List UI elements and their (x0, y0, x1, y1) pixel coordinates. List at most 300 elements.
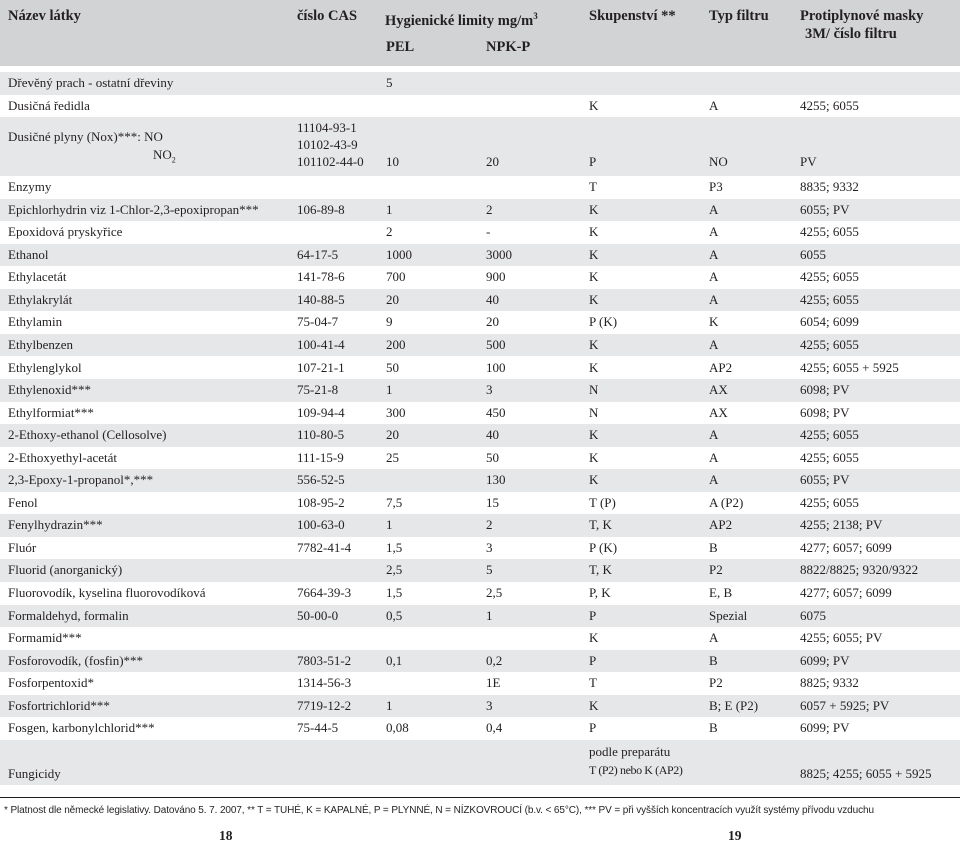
cell-npkp (486, 246, 512, 264)
cell-line: 7719-12-2 (297, 697, 352, 713)
cell-line: 6075 (800, 607, 826, 623)
header-npkp: NPK-P (486, 39, 531, 55)
cell-state (589, 607, 596, 625)
footnote-rule (0, 797, 960, 798)
table-row (0, 582, 960, 605)
table-row (0, 695, 960, 718)
cell-line: B (709, 652, 718, 668)
cell-cas (297, 336, 345, 354)
cell-line: 106-89-8 (297, 201, 345, 217)
cell-line: 75-21-8 (297, 382, 339, 398)
cell-masks (800, 607, 826, 625)
cell-filter (709, 153, 728, 171)
cell-pel (386, 719, 409, 737)
cell-line: 75-44-5 (297, 720, 339, 736)
cell-npkp (486, 561, 493, 579)
cell-pel (386, 201, 393, 219)
cell-npkp (486, 539, 493, 557)
cell-line: 4255; 6055; PV (800, 630, 883, 646)
table-row (0, 72, 960, 95)
cell-line: 3 (486, 697, 493, 713)
cell-line: A (709, 291, 719, 307)
cell-line: 4255; 6055 (800, 336, 859, 352)
cell-state (589, 494, 616, 512)
cell-filter (709, 516, 732, 534)
cell-line: 100-63-0 (297, 517, 345, 533)
cell-npkp (486, 336, 506, 354)
cell-line: 1 (386, 201, 393, 217)
cell-name (8, 719, 155, 737)
cell-line: 2 (486, 201, 493, 217)
cell-line: 6054; 6099 (800, 314, 859, 330)
cell-name (8, 697, 110, 715)
cell-npkp (486, 223, 490, 241)
cell-name (8, 765, 61, 783)
cell-cas (297, 359, 345, 377)
cell-line: 5 (486, 562, 493, 578)
cell-line: T (P) (589, 494, 616, 510)
cell-filter (709, 697, 758, 715)
cell-filter (709, 584, 732, 602)
cell-filter (709, 97, 718, 115)
cell-line: A (709, 336, 719, 352)
cell-line: 0,1 (386, 652, 403, 668)
cell-line: 110-80-5 (297, 427, 345, 443)
table-row (0, 424, 960, 447)
cell-pel (386, 153, 399, 171)
cell-filter (709, 426, 718, 444)
cell-filter (709, 268, 718, 286)
cell-line: 15 (486, 494, 499, 510)
cell-state (589, 359, 598, 377)
cell-line: 6055 (800, 246, 826, 262)
cell-line: Fosforpentoxid* (8, 675, 94, 691)
cell-line: 50-00-0 (297, 607, 339, 623)
cell-line: AP2 (709, 517, 733, 533)
cell-filter (709, 223, 718, 241)
cell-line: 300 (386, 404, 406, 420)
cell-line: 64-17-5 (297, 246, 339, 262)
cell-masks (800, 584, 892, 602)
cell-filter (709, 471, 718, 489)
cell-line: 1,5 (386, 585, 403, 600)
cell-npkp (486, 291, 499, 309)
cell-masks (800, 268, 859, 286)
cell-line: Dusičné plyny (Nox)***: NO (8, 129, 163, 145)
cell-line: T, K (589, 517, 612, 533)
cell-line: Enzymy (8, 179, 52, 195)
cell-line: 7782-41-4 (297, 539, 352, 555)
cell-masks (800, 516, 882, 534)
table-row (0, 266, 960, 289)
cell-line: 4255; 6055 (800, 97, 859, 113)
cell-name (8, 178, 51, 196)
cell-line: K (589, 359, 599, 375)
cell-line: 7,5 (386, 494, 403, 510)
cell-filter (709, 201, 718, 219)
cell-line: 10102-43-9 (297, 137, 358, 153)
cell-line: T (P2) nebo K (AP2) (589, 762, 683, 777)
cell-line: 40 (486, 291, 499, 307)
cell-line: P (589, 652, 597, 668)
cell-cas (297, 584, 351, 602)
cell-line: K (589, 336, 599, 352)
cell-line: 8822/8825; 9320/9322 (800, 562, 919, 578)
cell-line: Epichlorhydrin viz 1-Chlor-2,3-epoxipropan*** (8, 201, 259, 217)
cell-line: B (709, 539, 718, 555)
cell-line: Formaldehyd, formalin (8, 607, 129, 623)
cell-name (8, 359, 82, 377)
cell-line: K (589, 427, 599, 443)
page-number-left: 18 (219, 828, 233, 843)
cell-pel (386, 652, 402, 670)
cell-line: 900 (486, 269, 506, 285)
cell-line: K (589, 697, 599, 713)
cell-npkp (486, 449, 499, 467)
cell-line: 6057 + 5925; PV (800, 697, 890, 713)
cell-line: 4255; 2138; PV (800, 517, 883, 533)
cell-line: E, B (709, 585, 733, 600)
cell-pel (386, 426, 399, 444)
cell-line: 2,5 (486, 585, 503, 600)
cell-name (8, 539, 36, 557)
cell-line: P3 (709, 179, 723, 195)
cell-state (589, 471, 598, 489)
cell-line: 101102-44-0 (297, 154, 364, 170)
cell-cas (297, 471, 345, 489)
cell-line: 1,5 (386, 539, 403, 555)
cell-line: 6098; PV (800, 404, 850, 420)
cell-cas (297, 381, 338, 399)
cell-line: 109-94-4 (297, 404, 345, 420)
cell-line: 6099; PV (800, 652, 850, 668)
cell-state (589, 584, 611, 602)
cell-line: Spezial (709, 607, 748, 623)
cell-masks (800, 561, 918, 579)
table-row (0, 357, 960, 380)
cell-line: 4255; 6055 (800, 494, 859, 510)
table-row (0, 176, 960, 199)
cell-state (589, 743, 683, 779)
cell-npkp (486, 313, 499, 331)
cell-line: Ethylenoxid*** (8, 382, 92, 398)
cell-line: 450 (486, 404, 506, 420)
cell-name (8, 561, 122, 579)
cell-line: Fosgen, karbonylchlorid*** (8, 720, 155, 736)
cell-line: 700 (386, 269, 406, 285)
cell-line: Dřevěný prach - ostatní dřeviny (8, 75, 174, 90)
cell-masks (800, 246, 826, 264)
cell-line: Epoxidová pryskyřice (8, 224, 123, 240)
cell-npkp (486, 584, 502, 602)
cell-pel (386, 336, 406, 354)
cell-line: P (589, 154, 597, 170)
cell-filter (709, 246, 718, 264)
cell-line: 6055; PV (800, 472, 850, 488)
cell-pel (386, 313, 393, 331)
cell-line: 6055; PV (800, 201, 850, 217)
cell-masks (800, 719, 849, 737)
cell-state (589, 719, 596, 737)
cell-cas (297, 268, 345, 286)
cell-npkp (486, 201, 493, 219)
cell-line: 50 (386, 359, 399, 375)
cell-masks (800, 291, 859, 309)
cell-name (8, 652, 143, 670)
cell-npkp (486, 426, 499, 444)
table-row (0, 537, 960, 560)
cell-line-with-subscript (8, 146, 176, 170)
header-cas: číslo CAS (297, 8, 358, 24)
cell-state (589, 697, 598, 715)
cell-state (589, 674, 597, 692)
table-row (0, 672, 960, 695)
cell-npkp (486, 607, 493, 625)
cell-line: N (589, 382, 599, 398)
cell-state (589, 561, 612, 579)
cell-line: 4255; 6055 (800, 291, 859, 307)
header-limits: Hygienické limity $mg/m^3$ (385, 11, 538, 29)
cell-masks (800, 359, 899, 377)
cell-line: 1 (386, 697, 393, 713)
footnote: * Platnost dle německé legislativy. Datováno 5. 7. 2007, ** T = TUHÉ, K = KAPALNÉ, P = PLYNNÉ, N = NÍZKOVROUCÍ (b.v. < 65°C), *** PV = při vyšších koncentracích využít systémy přívodu vzduchu (4, 805, 874, 816)
cell-line: K (589, 449, 599, 465)
cell-line: 1314-56-3 (297, 675, 352, 691)
cell-line: 0,5 (386, 607, 403, 623)
cell-state (589, 268, 598, 286)
table-header (0, 0, 960, 66)
cell-line: 2-Ethoxyethyl-acetát (8, 449, 118, 465)
cell-line: 7803-51-2 (297, 652, 352, 668)
cell-state (589, 516, 612, 534)
header-state: Skupenství ** (589, 8, 676, 24)
cell-line: 4255; 6055 (800, 269, 859, 285)
cell-state (589, 381, 598, 399)
cell-name (8, 516, 103, 534)
cell-state (589, 246, 598, 264)
cell-masks (800, 471, 849, 489)
cell-line: 20 (386, 427, 399, 443)
cell-filter (709, 313, 718, 331)
cell-line: P (589, 607, 597, 623)
cell-line: Ethylenglykol (8, 359, 82, 375)
cell-line: N (589, 404, 599, 420)
cell-line: podle preparátu (589, 743, 671, 759)
cell-line: 8835; 9332 (800, 179, 859, 195)
cell-masks (800, 765, 932, 783)
cell-line: P (K) (589, 539, 618, 555)
cell-state (589, 313, 617, 331)
cell-npkp (486, 652, 502, 670)
cell-line: Formamid*** (8, 630, 82, 646)
cell-line: 2 (486, 517, 493, 533)
header-masks-line2: 3M/ číslo filtru (805, 26, 897, 42)
cell-line: Fluór (8, 539, 37, 555)
cell-line: P (K) (589, 314, 618, 330)
cell-pel (386, 494, 402, 512)
cell-filter (709, 449, 718, 467)
cell-name (8, 404, 94, 422)
cell-npkp (486, 494, 499, 512)
cell-pel (386, 74, 393, 92)
cell-line: NO (709, 154, 728, 170)
cell-line: A (709, 224, 719, 240)
cell-name (8, 74, 173, 92)
cell-line: Fungicidy (8, 765, 61, 781)
cell-line: K (589, 224, 599, 240)
page-number-right: 19 (728, 828, 742, 843)
cell-name (8, 291, 72, 309)
cell-npkp (486, 381, 493, 399)
cell-line: 2 (386, 224, 393, 240)
cell-cas (297, 246, 338, 264)
header-filter: Typ filtru (709, 8, 769, 24)
cell-pel (386, 561, 402, 579)
cell-line: 0,2 (486, 652, 503, 668)
cell-line: K (709, 314, 719, 330)
cell-name (8, 223, 122, 241)
cell-line: 4255; 6055 (800, 427, 859, 443)
cell-pel (386, 359, 399, 377)
cell-line: - (486, 224, 491, 240)
cell-state (589, 426, 598, 444)
cell-filter (709, 652, 718, 670)
cell-pel (386, 381, 393, 399)
cell-line: 40 (486, 427, 499, 443)
table-row (0, 244, 960, 267)
cell-state (589, 629, 598, 647)
cell-line: 6098; PV (800, 382, 850, 398)
cell-line: 20 (486, 314, 499, 330)
cell-line: PV (800, 154, 817, 170)
cell-name (8, 201, 259, 219)
table-row (0, 379, 960, 402)
cell-line: A (709, 449, 719, 465)
cell-masks (800, 97, 859, 115)
cell-npkp (486, 268, 506, 286)
header-masks-line1: Protiplynové masky (800, 8, 924, 24)
cell-line: 1 (386, 517, 393, 533)
cell-line: 556-52-5 (297, 472, 345, 488)
cell-name (8, 494, 38, 512)
cell-masks (800, 539, 892, 557)
cell-line: 108-95-2 (297, 494, 345, 510)
cell-filter (709, 336, 718, 354)
cell-line: 0,08 (386, 720, 409, 736)
cell-npkp (486, 359, 506, 377)
cell-filter (709, 674, 723, 692)
cell-line: B (709, 720, 718, 736)
cell-masks (800, 449, 859, 467)
cell-pel (386, 404, 406, 422)
cell-pel (386, 268, 406, 286)
table-row (0, 627, 960, 650)
cell-filter (709, 359, 732, 377)
cell-name (8, 381, 91, 399)
table-row (0, 221, 960, 244)
cell-line: K (589, 269, 599, 285)
cell-pel (386, 697, 393, 715)
table-row (0, 199, 960, 222)
cell-line: 0,4 (486, 720, 503, 736)
cell-name (8, 629, 82, 647)
cell-line: A (709, 246, 719, 262)
table-row (0, 447, 960, 470)
cell-cas (297, 119, 364, 170)
cell-line: A (709, 269, 719, 285)
cell-line: Fenylhydrazin*** (8, 517, 103, 533)
cell-masks (800, 426, 859, 444)
cell-line: NO (153, 147, 172, 163)
cell-pel (386, 449, 399, 467)
cell-line: P2 (709, 562, 723, 578)
cell-line: T (589, 675, 597, 691)
cell-npkp (486, 697, 493, 715)
cell-state (589, 223, 598, 241)
cell-line: 141-78-6 (297, 269, 345, 285)
cell-line: K (589, 291, 599, 307)
cell-line: A (709, 201, 719, 217)
cell-line: AP2 (709, 359, 733, 375)
table-row (0, 559, 960, 582)
cell-name (8, 426, 167, 444)
cell-filter (709, 539, 718, 557)
cell-pel (386, 584, 402, 602)
cell-line: 1 (386, 382, 393, 398)
cell-name (8, 471, 153, 489)
cell-cas (297, 697, 351, 715)
cell-npkp (486, 719, 502, 737)
cell-line: Ethylacetát (8, 269, 67, 285)
table-row (0, 492, 960, 515)
table-row (0, 334, 960, 357)
cell-line: 25 (386, 449, 399, 465)
cell-line: P (589, 720, 597, 736)
cell-line: Fluorovodík, kyselina fluorovodíková (8, 585, 206, 600)
cell-name (8, 336, 73, 354)
cell-name (8, 674, 94, 692)
cell-filter (709, 629, 718, 647)
cell-state (589, 539, 617, 557)
cell-line: 500 (486, 336, 506, 352)
cell-line: P2 (709, 675, 723, 691)
cell-line: 75-04-7 (297, 314, 339, 330)
cell-state (589, 291, 598, 309)
cell-line: 2-Ethoxy-ethanol (Cellosolve) (8, 427, 167, 443)
cell-filter (709, 494, 743, 512)
cell-line: 3 (486, 382, 493, 398)
cell-line: 11104-93-1 (297, 120, 357, 136)
cell-cas (297, 719, 338, 737)
table-row (0, 514, 960, 537)
cell-npkp (486, 516, 493, 534)
cell-line: 4255; 6055 (800, 224, 859, 240)
cell-line: A (709, 472, 719, 488)
cell-pel (386, 516, 393, 534)
cell-line: 10 (386, 154, 399, 170)
cell-line: 7664-39-3 (297, 585, 352, 600)
cell-name (8, 607, 129, 625)
cell-line: 4277; 6057; 6099 (800, 539, 892, 555)
cell-state (589, 178, 597, 196)
cell-line: Ethylamin (8, 314, 63, 330)
cell-line: 20 (486, 154, 499, 170)
cell-masks (800, 629, 882, 647)
cell-line: 3000 (486, 246, 512, 262)
table-row (0, 717, 960, 740)
cell-npkp (486, 471, 506, 489)
cell-masks (800, 178, 859, 196)
